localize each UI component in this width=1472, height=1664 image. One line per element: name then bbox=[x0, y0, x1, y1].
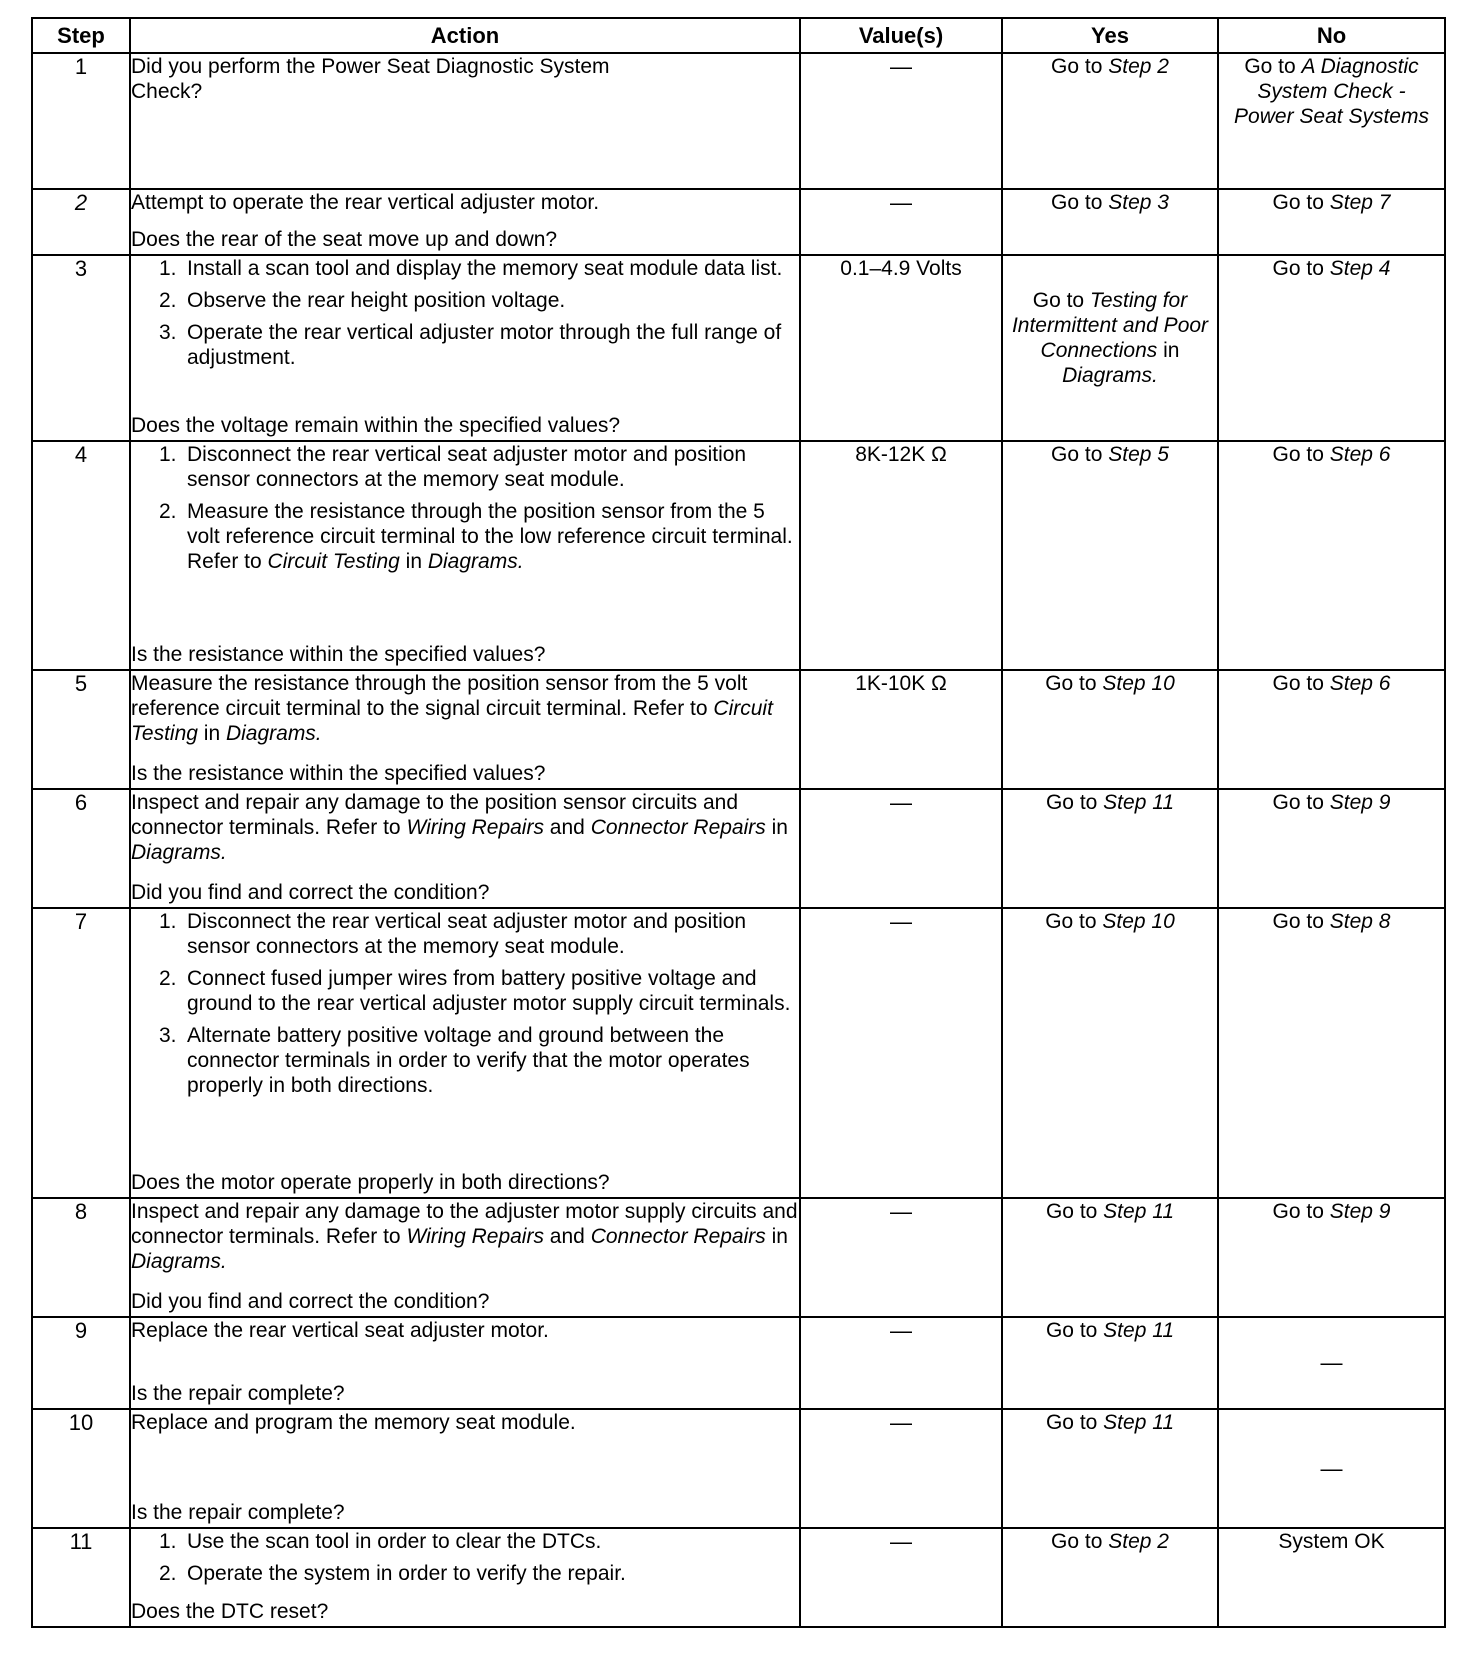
yes-cell: Go to Step 10 bbox=[1002, 908, 1218, 1198]
value-cell: — bbox=[800, 1198, 1002, 1317]
step-number: 3 bbox=[32, 255, 130, 441]
substep-list bbox=[131, 1529, 799, 1593]
table-row bbox=[32, 1409, 1445, 1528]
action-cell bbox=[130, 670, 800, 789]
step-number: 5 bbox=[32, 670, 130, 789]
action-cell bbox=[130, 255, 800, 441]
no-cell: — bbox=[1218, 1317, 1445, 1409]
action-text: Inspect and repair any damage to the position sensor circuits and connector terminals. Refer to Wiring Repairs and Connector Repairs in Diagrams. bbox=[131, 791, 788, 864]
table-row bbox=[32, 1317, 1445, 1409]
action-question: Is the repair complete? bbox=[131, 1501, 345, 1524]
diagnostic-table bbox=[31, 17, 1446, 1628]
header-no: No bbox=[1218, 18, 1445, 53]
step-number: 10 bbox=[32, 1409, 130, 1528]
substep: 2. Observe the rear height position voltage. bbox=[159, 289, 566, 312]
value-cell: — bbox=[800, 1528, 1002, 1627]
action-text: Replace and program the memory seat module. bbox=[131, 1411, 576, 1434]
action-question: Is the repair complete? bbox=[131, 1382, 345, 1405]
no-cell: Go to Step 9 bbox=[1218, 1198, 1445, 1317]
action-cell bbox=[130, 908, 800, 1198]
header-values: Value(s) bbox=[800, 18, 1002, 53]
no-cell: Go to Step 9 bbox=[1218, 789, 1445, 908]
action-question: Does the rear of the seat move up and down? bbox=[131, 228, 558, 251]
yes-cell: Go to Step 3 bbox=[1002, 189, 1218, 255]
action-cell bbox=[130, 189, 800, 255]
step-number: 9 bbox=[32, 1317, 130, 1409]
step-number: 6 bbox=[32, 789, 130, 908]
header-step: Step bbox=[32, 18, 130, 53]
table-row bbox=[32, 670, 1445, 789]
action-question: Does the voltage remain within the specified values? bbox=[131, 414, 621, 437]
table-row bbox=[32, 53, 1445, 189]
no-cell: Go to Step 7 bbox=[1218, 189, 1445, 255]
action-cell bbox=[130, 1409, 800, 1528]
value-cell: — bbox=[800, 789, 1002, 908]
yes-cell: Go to Step 2 bbox=[1002, 53, 1218, 189]
action-text: Attempt to operate the rear vertical adjuster motor. bbox=[131, 191, 600, 214]
substep: 1. Disconnect the rear vertical seat adjuster motor and position sensor connectors at the memory seat module. bbox=[159, 910, 747, 958]
yes-cell: Go to Step 11 bbox=[1002, 789, 1218, 908]
no-cell: Go to Step 4 bbox=[1218, 255, 1445, 441]
step-number: 2 bbox=[32, 189, 130, 255]
value-cell: — bbox=[800, 1317, 1002, 1409]
substep: 3. Operate the rear vertical adjuster motor through the full range of adjustment. bbox=[159, 321, 782, 369]
substep: 1. Disconnect the rear vertical seat adjuster motor and position sensor connectors at the memory seat module. bbox=[159, 443, 747, 491]
no-cell: Go to Step 6 bbox=[1218, 441, 1445, 670]
action-cell bbox=[130, 1317, 800, 1409]
action-question: Does the motor operate properly in both directions? bbox=[131, 1171, 610, 1194]
action-text: Did you perform the Power Seat Diagnostic System Check? bbox=[131, 55, 610, 103]
step-number: 8 bbox=[32, 1198, 130, 1317]
action-cell bbox=[130, 53, 800, 189]
action-question: Is the resistance within the specified values? bbox=[131, 643, 546, 666]
substep: 1. Use the scan tool in order to clear the DTCs. bbox=[159, 1530, 602, 1553]
yes-cell: Go to Step 11 bbox=[1002, 1317, 1218, 1409]
substep: 2. Measure the resistance through the position sensor from the 5 volt reference circuit terminal to the low reference circuit terminal. Refer to Circuit Testing in Diagrams. bbox=[159, 500, 793, 573]
action-text: Replace the rear vertical seat adjuster motor. bbox=[131, 1319, 549, 1342]
yes-cell: Go to Step 5 bbox=[1002, 441, 1218, 670]
table-row bbox=[32, 441, 1445, 670]
header-action: Action bbox=[130, 18, 800, 53]
step-number: 11 bbox=[32, 1528, 130, 1627]
yes-cell: Go to Step 11 bbox=[1002, 1198, 1218, 1317]
no-cell: System OK bbox=[1218, 1528, 1445, 1627]
value-cell: 1K-10K Ω bbox=[800, 670, 1002, 789]
table-row bbox=[32, 255, 1445, 441]
action-question: Did you find and correct the condition? bbox=[131, 881, 490, 904]
step-number: 7 bbox=[32, 908, 130, 1198]
substep: 2. Connect fused jumper wires from battery positive voltage and ground to the rear vertical adjuster motor supply circuit terminals. bbox=[159, 967, 791, 1015]
table-row bbox=[32, 189, 1445, 255]
no-cell: Go to A Diagnostic System Check - Power Seat Systems bbox=[1218, 53, 1445, 189]
no-cell: Go to Step 8 bbox=[1218, 908, 1445, 1198]
value-cell: — bbox=[800, 53, 1002, 189]
step-number: 4 bbox=[32, 441, 130, 670]
step-number: 1 bbox=[32, 53, 130, 189]
yes-cell: Go to Step 10 bbox=[1002, 670, 1218, 789]
value-cell: 8K-12K Ω bbox=[800, 441, 1002, 670]
substep-list bbox=[131, 256, 799, 377]
action-cell bbox=[130, 1528, 800, 1627]
substep: 3. Alternate battery positive voltage and ground between the connector terminals in order to verify that the motor operates properly in both directions. bbox=[159, 1024, 750, 1097]
value-cell: — bbox=[800, 908, 1002, 1198]
action-question: Does the DTC reset? bbox=[131, 1600, 329, 1623]
header-yes: Yes bbox=[1002, 18, 1218, 53]
yes-cell: Go to Step 11 bbox=[1002, 1409, 1218, 1528]
action-cell bbox=[130, 789, 800, 908]
table-row bbox=[32, 1198, 1445, 1317]
value-cell: 0.1–4.9 Volts bbox=[800, 255, 1002, 441]
yes-cell: Go to Step 2 bbox=[1002, 1528, 1218, 1627]
action-question: Did you find and correct the condition? bbox=[131, 1290, 490, 1313]
no-cell: — bbox=[1218, 1409, 1445, 1528]
substep-list bbox=[131, 909, 799, 1105]
value-cell: — bbox=[800, 1409, 1002, 1528]
substep-list bbox=[131, 442, 799, 581]
value-cell: — bbox=[800, 189, 1002, 255]
action-cell bbox=[130, 441, 800, 670]
yes-cell: Go to Testing for Intermittent and Poor Connections in Diagrams. bbox=[1002, 255, 1218, 441]
action-question: Is the resistance within the specified values? bbox=[131, 762, 546, 785]
header-row bbox=[32, 18, 1445, 53]
substep: 2. Operate the system in order to verify the repair. bbox=[159, 1562, 626, 1585]
action-text: Measure the resistance through the position sensor from the 5 volt reference circuit terminal to the signal circuit terminal. Refer to Circuit Testing in Diagrams. bbox=[131, 672, 773, 745]
table-row bbox=[32, 1528, 1445, 1627]
substep: 1. Install a scan tool and display the memory seat module data list. bbox=[159, 257, 783, 280]
table-row bbox=[32, 789, 1445, 908]
no-cell: Go to Step 6 bbox=[1218, 670, 1445, 789]
action-cell bbox=[130, 1198, 800, 1317]
action-text: Inspect and repair any damage to the adjuster motor supply circuits and connector terminals. Refer to Wiring Repairs and Connector Repairs in Diagrams. bbox=[131, 1200, 798, 1273]
table-row bbox=[32, 908, 1445, 1198]
